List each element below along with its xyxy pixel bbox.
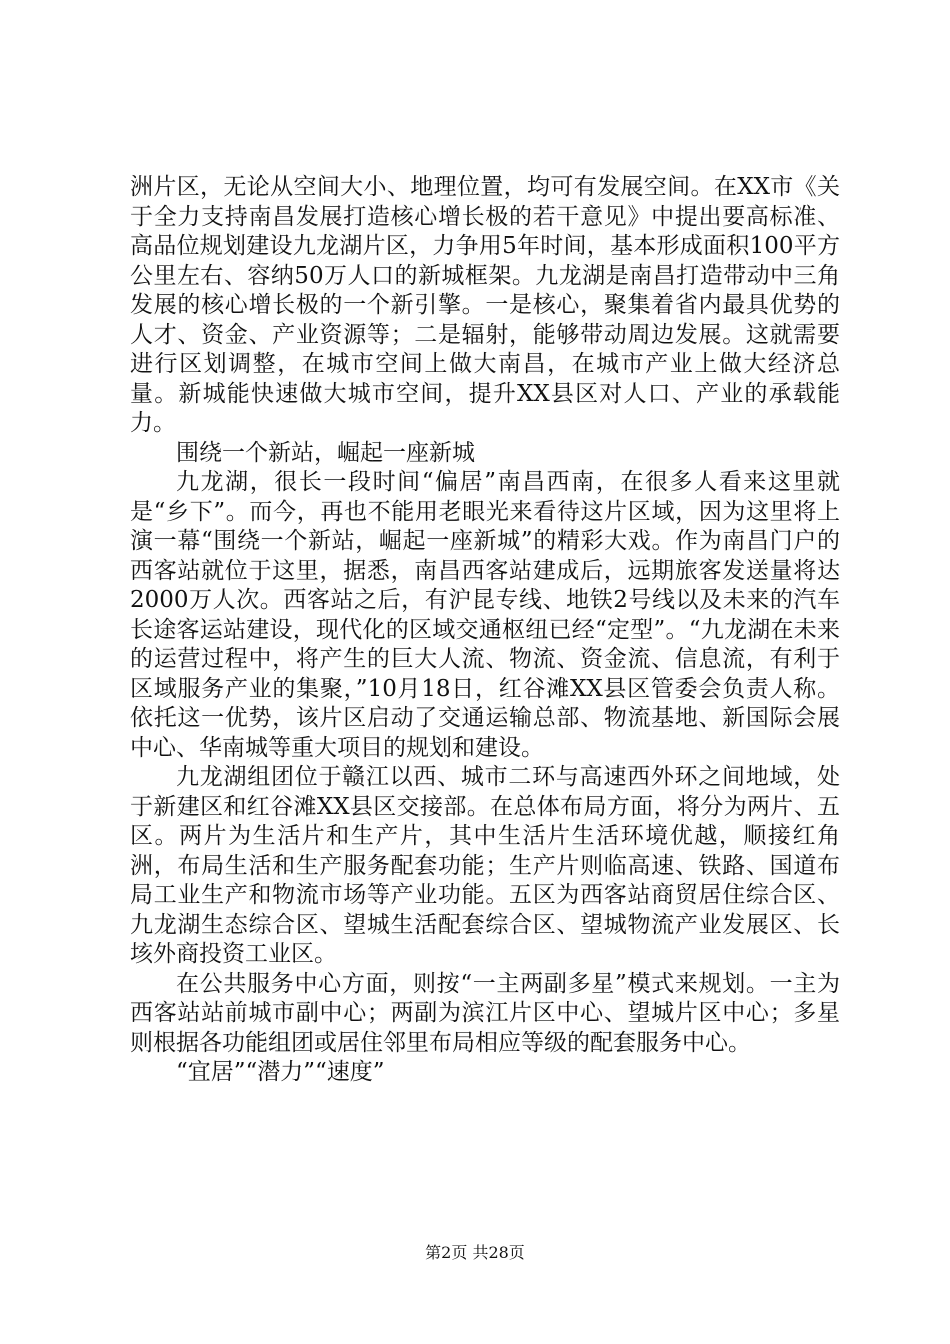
- paragraph-public-service: 在公共服务中心方面，则按“一主两副多星”模式来规划。一主为西客站站前城市副中心；两副为滨江片区中心、望城片区中心；多星则根据各功能组团或居住邻里布局相应等级的配套服务中心。: [130, 970, 840, 1056]
- paragraph-intro: 洲片区，无论从空间大小、地理位置，均可有发展空间。在XX市《关于全力支持南昌发展打造核心增长极的若干意见》中提出要高标准、高品位规划建设九龙湖片区，力争用5年时间，基本形成面积100平方公里左右、容纳50万人口的新城框架。九龙湖是南昌打造带动中三角发展的核心增长极的一个新引擎。一是核心，聚集着省内最具优势的人才、资金、产业资源等；二是辐射，能够带动周边发展。这就需要进行区划调整，在城市空间上做大南昌，在城市产业上做大经济总量。新城能快速做大城市空间，提升XX县区对人口、产业的承载能力。: [130, 174, 840, 436]
- section-heading-new-station: 围绕一个新站，崛起一座新城: [176, 439, 475, 466]
- paragraph-layout: 九龙湖组团位于赣江以西、城市二环与高速西外环之间地域，处于新建区和红谷滩XX县区交接部。在总体布局方面，将分为两片、五区。两片为生活片和生产片，其中生活片生活环境优越，顺接红角洲，布局生活和生产服务配套功能；生产片则临高速、铁路、国道布局工业生产和物流市场等产业功能。五区为西客站商贸居住综合区、九龙湖生态综合区、望城生活配套综合区、望城物流产业发展区、长垓外商投资工业区。: [130, 764, 840, 967]
- paragraph-jiulonghu-station: 九龙湖，很长一段时间“偏居”南昌西南，在很多人看来这里就是“乡下”。而今，再也不能用老眼光来看待这片区域，因为这里将上演一幕“围绕一个新站，崛起一座新城”的精彩大戏。作为南昌门户的西客站就位于这里，据悉，南昌西客站建成后，远期旅客发送量将达2000万人次。西客站之后，有沪昆专线、地铁2号线以及未来的汽车长途客运站建设，现代化的区域交通枢纽已经“定型”。“九龙湖在未来的运营过程中，将产生的巨大人流、物流、资金流、信息流，有利于区域服务产业的集聚，”10月18日，红谷滩XX县区管委会负责人称。依托这一优势，该片区启动了交通运输总部、物流基地、新国际会展中心、华南城等重大项目的规划和建设。: [130, 469, 840, 761]
- page-number-footer: 第2页 共28页: [425, 1243, 525, 1262]
- document-body: [130, 173, 840, 1088]
- section-heading-livable: “宜居”“潜力”“速度”: [176, 1059, 385, 1085]
